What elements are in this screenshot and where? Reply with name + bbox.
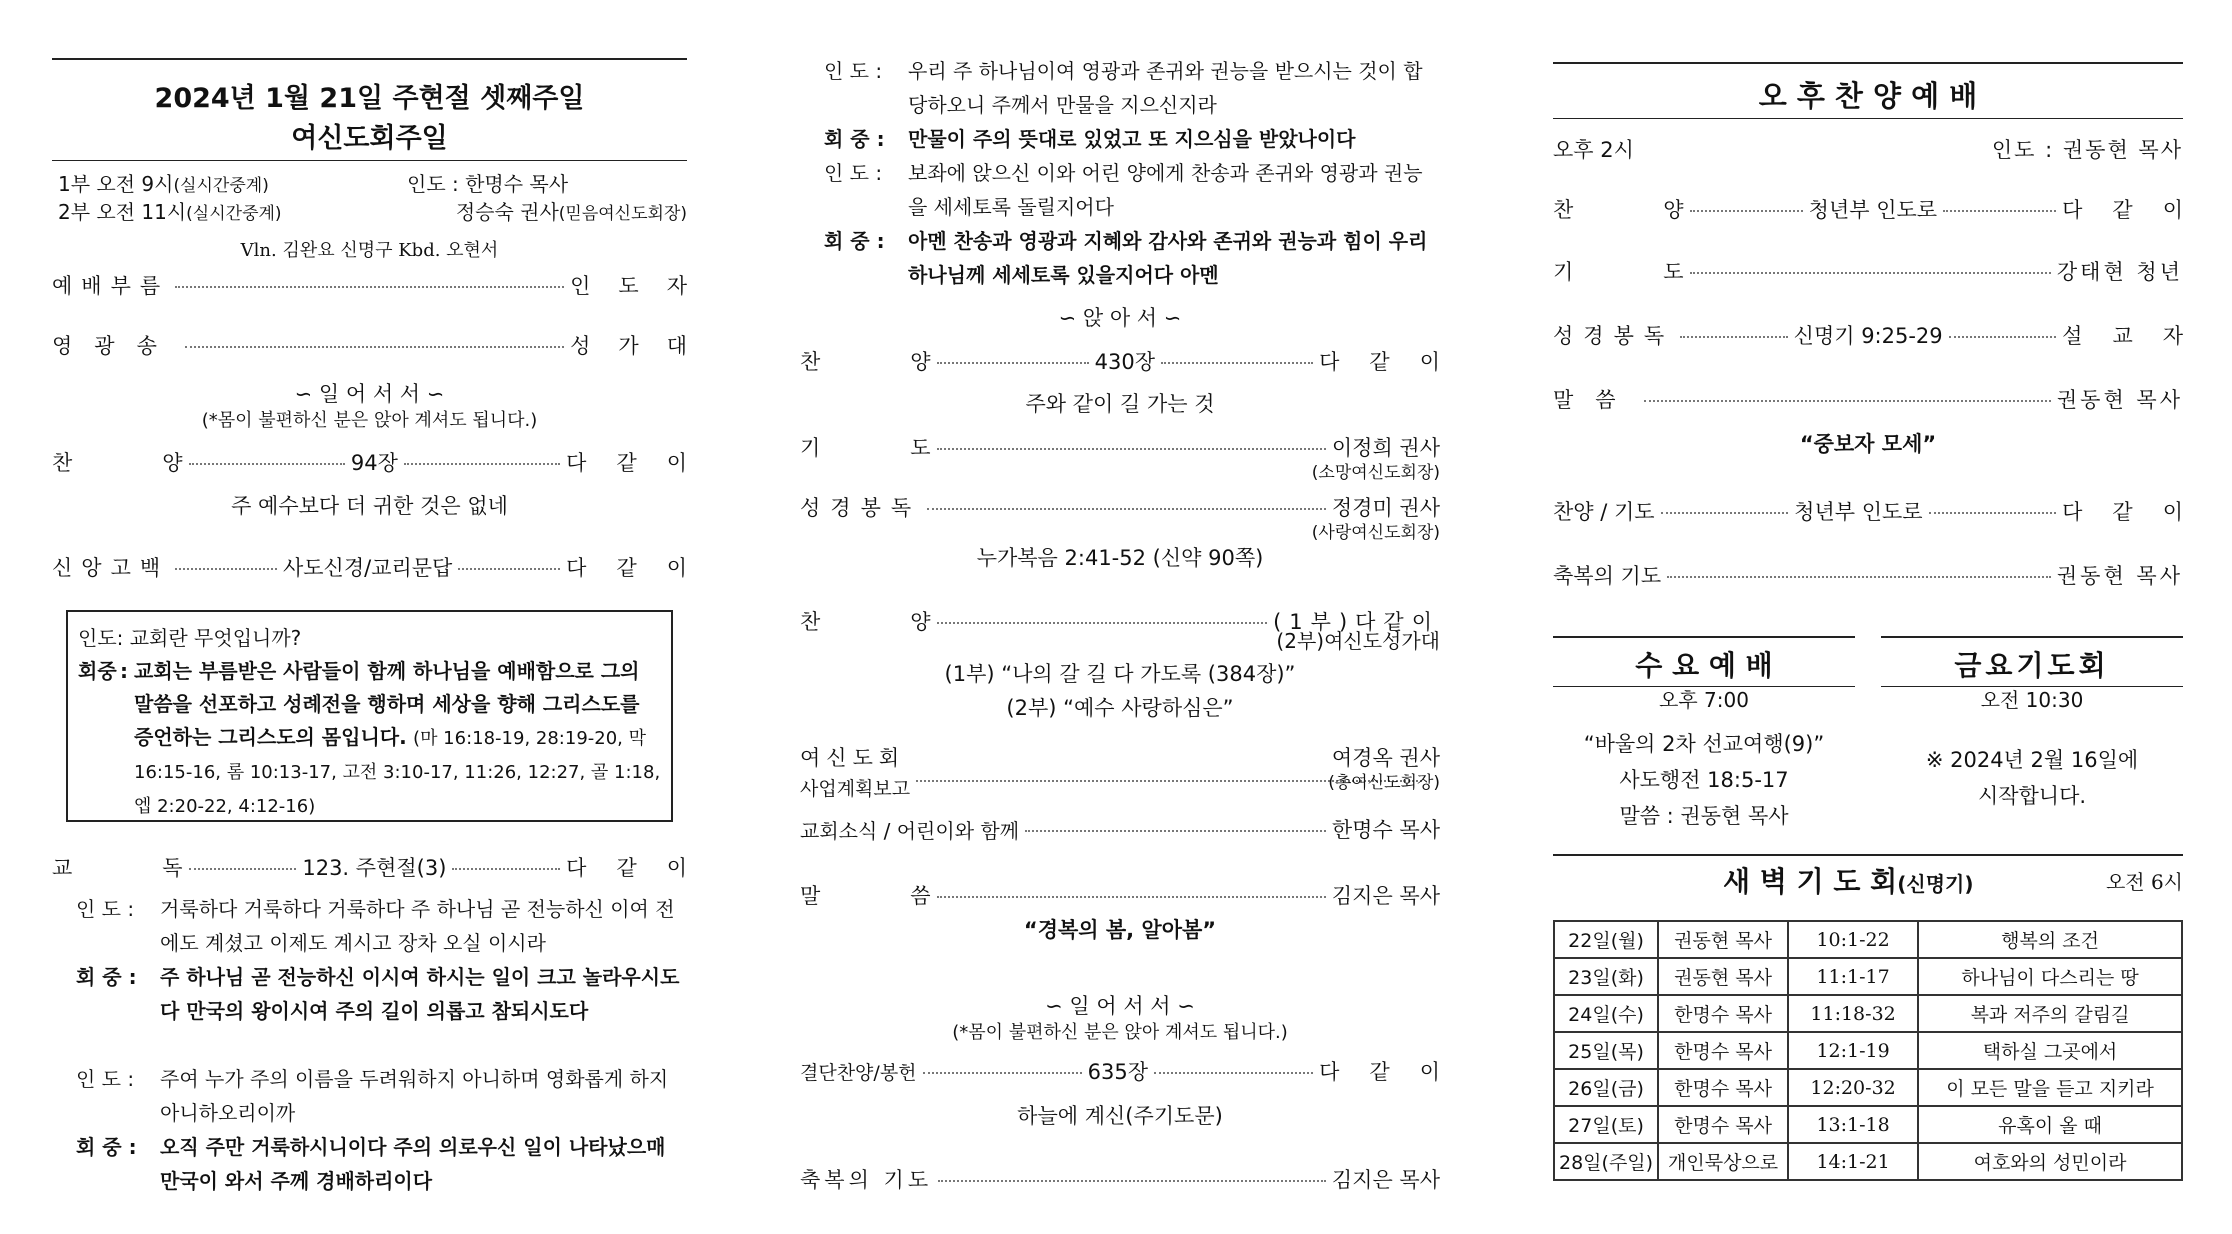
service2-note: (실시간중계) bbox=[186, 204, 282, 224]
closing-title: 하늘에 계신(주기도문) bbox=[1017, 1104, 1223, 1128]
order-creed bbox=[52, 552, 718, 582]
leader-dots bbox=[1661, 512, 1789, 514]
fri-title: 금요기도회 bbox=[1954, 649, 2110, 682]
row-right: 정경미 권사 bbox=[1331, 496, 1440, 520]
bulletin-subtitle: 여신도회주일 bbox=[291, 123, 448, 154]
row-right: 다같이 bbox=[2062, 198, 2213, 222]
standing2-heading: ∽ 일 어 서 서 ∽ bbox=[1045, 994, 1195, 1018]
title-rule bbox=[52, 160, 687, 161]
row-right: 김지은 목사 bbox=[1331, 884, 1440, 908]
leader-dots bbox=[1644, 400, 2051, 402]
leader-dots bbox=[175, 568, 277, 570]
row-label: 성경봉독 bbox=[800, 496, 922, 520]
row-label: 신앙고백 bbox=[52, 556, 170, 580]
row-label: 성경봉독 bbox=[1553, 324, 1675, 348]
service2-time: 2부 오전 11시 bbox=[58, 200, 187, 224]
litany-leader-4 bbox=[824, 156, 1440, 224]
service2-leader bbox=[456, 196, 687, 225]
wed-rule bbox=[1553, 636, 1855, 638]
leader-dots bbox=[1690, 210, 1803, 212]
title-rule bbox=[1553, 118, 2183, 119]
row-right: 강태현 청년 bbox=[2056, 260, 2183, 284]
speaker: 회 중 : bbox=[76, 965, 137, 989]
row-mid: 사도신경/교리문답 bbox=[282, 556, 453, 580]
row-label: 말씀 bbox=[1553, 388, 1638, 412]
dawn-title-text: 새 벽 기 도 회 bbox=[1723, 865, 1898, 898]
column-other-services bbox=[1553, 0, 2214, 1234]
schedule-leader: 한명수 목사 bbox=[1658, 995, 1788, 1032]
top-rule bbox=[1553, 62, 2183, 64]
row-label: 교독 bbox=[52, 856, 273, 880]
dawn-schedule-table bbox=[1553, 920, 2183, 1181]
afternoon-leader: 인도 : 권동현 목사 bbox=[1991, 138, 2183, 162]
reading-text: 누가복음 2:41-52 (신약 90쪽) bbox=[976, 546, 1264, 570]
schedule-passage: 12:20-32 bbox=[1788, 1069, 1918, 1106]
catechism-box bbox=[66, 610, 673, 822]
litany-congregation-1 bbox=[76, 960, 687, 1028]
standing2-note: (*몸이 불편하신 분은 앉아 계셔도 됩니다.) bbox=[952, 1022, 1288, 1043]
litany-leader-1 bbox=[76, 892, 687, 960]
row-mid: 123. 주현절(3) bbox=[302, 856, 447, 880]
speaker: 회 중 : bbox=[76, 1135, 137, 1159]
speaker: 회 중 : bbox=[824, 127, 885, 151]
schedule-passage: 10:1-22 bbox=[1788, 921, 1918, 958]
row-label: 말씀 bbox=[800, 884, 1021, 908]
table-row bbox=[1554, 1069, 2182, 1106]
schedule-leader: 권동현 목사 bbox=[1658, 958, 1788, 995]
row-mid: 청년부 인도로 bbox=[1794, 500, 1923, 524]
row-mid: 청년부 인도로 bbox=[1808, 198, 1938, 222]
row-label: 축복의 기도 bbox=[1553, 564, 1662, 588]
afternoon-benediction bbox=[1553, 560, 2183, 590]
litany-text: 만물이 주의 뜻대로 있었고 또 지으심을 받았나이다 bbox=[908, 127, 1356, 151]
row-label: 찬양 bbox=[52, 451, 273, 475]
fri-note-2: 시작합니다. bbox=[1977, 784, 2087, 808]
afternoon-hymn bbox=[1553, 194, 2213, 224]
row-right: 다같이 bbox=[566, 856, 718, 880]
order-hymn bbox=[52, 447, 718, 477]
leader-dots bbox=[1949, 336, 2057, 338]
afternoon-sermon-title: “중보자 모세” bbox=[1799, 432, 1937, 456]
speaker: 인 도 : bbox=[824, 59, 883, 83]
wed-title: 수 요 예 배 bbox=[1635, 649, 1773, 682]
order-sermon bbox=[800, 880, 1440, 910]
bulletin-title: 2024년 1월 21일 주현절 셋째주일 bbox=[154, 83, 585, 114]
anthem-right-2: (2부)여신도성가대 bbox=[1276, 629, 1440, 653]
hymn2-title: 주와 같이 길 가는 것 bbox=[1025, 392, 1215, 416]
litany-text: 거룩하다 거룩하다 거룩하다 주 하나님 곧 전능하신 이여 전에도 계셨고 이제도 계시고 장차 오실 이시라 bbox=[160, 897, 675, 955]
row-label: 교회소식 / 어린이와 함께 bbox=[800, 818, 1020, 843]
sermon-title: “경복의 봄, 알아봄” bbox=[1023, 918, 1217, 942]
row-mid: 430장 bbox=[1094, 350, 1156, 374]
row-mid: 94장 bbox=[350, 451, 398, 475]
row-label: 기도 bbox=[800, 436, 1021, 460]
fri-rule bbox=[1881, 636, 2183, 638]
litany-leader-3 bbox=[824, 54, 1440, 122]
dawn-rule bbox=[1553, 854, 2183, 856]
speaker: 인 도 : bbox=[76, 897, 135, 921]
table-row bbox=[1554, 1143, 2182, 1180]
row-right: 다같이 bbox=[2062, 500, 2213, 524]
wed-time: 오후 7:00 bbox=[1659, 688, 1749, 712]
litany-text: 오직 주만 거룩하시니이다 주의 의로우신 일이 나타났으매 만국이 와서 주께 경배하리이다 bbox=[160, 1135, 666, 1193]
standing-heading: ∽ 일 어 서 서 ∽ bbox=[294, 382, 445, 406]
schedule-passage: 11:18-32 bbox=[1788, 995, 1918, 1032]
table-row bbox=[1554, 921, 2182, 958]
service1-info bbox=[58, 168, 269, 197]
schedule-leader: 개인묵상으로 bbox=[1658, 1143, 1788, 1180]
row-label: 찬양 bbox=[1553, 198, 1774, 222]
order-call-to-worship bbox=[52, 270, 715, 300]
order-responsive-reading bbox=[52, 852, 718, 882]
answer-references: (마 16:18-19, 28:19-20, 막 16:15-16, 롬 10:13-17, 고전 3:10-17, 11:26, 12:27, 골 1:18, 엡 2:20-22, 4:12-16) bbox=[134, 728, 661, 817]
row-right: 설교자 bbox=[2062, 324, 2214, 348]
leader-dots bbox=[189, 463, 345, 465]
schedule-date: 25일(목) bbox=[1554, 1032, 1658, 1069]
leader-dots bbox=[937, 622, 1268, 624]
schedule-passage: 11:1-17 bbox=[1788, 958, 1918, 995]
row-right: 다같이 bbox=[566, 451, 718, 475]
schedule-title: 복과 저주의 갈림길 bbox=[1918, 995, 2182, 1032]
afternoon-time: 오후 2시 bbox=[1553, 138, 1634, 162]
dawn-title-sub: (신명기) bbox=[1897, 872, 1974, 896]
litany-text: 우리 주 하나님이여 영광과 존귀와 권능을 받으시는 것이 합당하오니 주께서 만물을 지으신지라 bbox=[908, 59, 1423, 117]
leader-dots bbox=[458, 568, 560, 570]
row-right: 한명수 목사 bbox=[1331, 818, 1440, 842]
row-right: 인도자 bbox=[570, 274, 715, 298]
afternoon-prayer bbox=[1553, 256, 2183, 286]
question-text: : 교회란 무엇입니까? bbox=[116, 626, 302, 650]
schedule-leader: 권동현 목사 bbox=[1658, 921, 1788, 958]
speaker: 인 도 : bbox=[76, 1067, 135, 1091]
service2-info bbox=[58, 196, 282, 225]
row-right: 권동현 목사 bbox=[2056, 564, 2183, 588]
schedule-passage: 12:1-19 bbox=[1788, 1032, 1918, 1069]
speaker: 인도 bbox=[78, 626, 117, 650]
row-right: 권동현 목사 bbox=[2056, 388, 2183, 412]
leader-dots bbox=[1690, 272, 2051, 274]
row-right: 다같이 bbox=[1319, 1060, 1471, 1084]
fri-note-1: ※ 2024년 2월 16일에 bbox=[1925, 748, 2139, 772]
schedule-leader: 한명수 목사 bbox=[1658, 1032, 1788, 1069]
schedule-title: 하나님이 다스리는 땅 bbox=[1918, 958, 2182, 995]
row-label: 사업계획보고 bbox=[800, 778, 911, 800]
reading-note: (사랑여신도회장) bbox=[1311, 523, 1440, 543]
order-benediction bbox=[800, 1164, 1440, 1194]
service1-time: 1부 오전 9시 bbox=[58, 172, 174, 196]
leader-dots bbox=[1680, 336, 1788, 338]
answer-text: 교회는 부름받은 사람들이 함께 하나님을 예배함으로 그의 말씀을 선포하고 성례전을 행하며 세상을 향해 그리스도를 증언하는 그리스도의 몸입니다. bbox=[134, 659, 640, 749]
leader-dots bbox=[937, 448, 1326, 450]
wed-sermon-title: “바울의 2차 선교여행(9)” bbox=[1583, 732, 1825, 756]
schedule-title: 여호와의 성민이라 bbox=[1918, 1143, 2182, 1180]
row-mid: 635장 bbox=[1087, 1060, 1149, 1084]
order-closing-hymn bbox=[800, 1056, 1471, 1086]
row-label: 찬양 bbox=[800, 610, 1021, 634]
service1-note: (실시간중계) bbox=[173, 176, 269, 196]
dawn-title bbox=[1723, 860, 1973, 900]
wed-preacher: 말씀 : 권동현 목사 bbox=[1619, 804, 1789, 828]
row-label: 찬양 bbox=[800, 350, 1021, 374]
afternoon-title: 오 후 찬 양 예 배 bbox=[1758, 79, 1978, 113]
speaker: 인 도 : bbox=[824, 161, 883, 185]
schedule-leader: 한명수 목사 bbox=[1658, 1106, 1788, 1143]
leader-dots bbox=[452, 868, 560, 870]
leader-dots bbox=[927, 508, 1326, 510]
row-label: 축복의 기도 bbox=[800, 1168, 933, 1192]
musicians: Vln. 김완요 신명구 Kbd. 오현서 bbox=[240, 240, 499, 261]
anthem-title-2: (2부) “예수 사랑하심은” bbox=[1006, 696, 1234, 720]
plan-right: 여경옥 권사 bbox=[1331, 746, 1440, 770]
service2-leader-note: (믿음여신도회장) bbox=[558, 204, 687, 224]
schedule-date: 27일(토) bbox=[1554, 1106, 1658, 1143]
standing-note: (*몸이 불편하신 분은 앉아 계셔도 됩니다.) bbox=[201, 410, 538, 431]
column-morning-service bbox=[52, 0, 718, 1234]
schedule-date: 22일(월) bbox=[1554, 921, 1658, 958]
order-hymn-2 bbox=[800, 346, 1470, 376]
leader-dots bbox=[1025, 830, 1326, 832]
leader-dots bbox=[1667, 576, 2051, 578]
row-label: 찬양 / 기도 bbox=[1553, 500, 1655, 524]
catechism-answer: 회중 : 교회는 부름받은 사람들이 함께 하나님을 예배함으로 그의 말씀을 선포하고 성례전을 행하며 세상을 향해 그리스도를 증언하는 그리스도의 몸입니다. (마 16:18-19, 28:19-20, 막 16:15-16, 롬 10:13-17, 고전 3:10-17, 11:26, 12:27, 골 1:18, 엡 2:20-22, 4:12-16) bbox=[78, 655, 661, 823]
leader-dots bbox=[189, 868, 297, 870]
schedule-title: 택하실 그곳에서 bbox=[1918, 1032, 2182, 1069]
schedule-date: 28일(주일) bbox=[1554, 1143, 1658, 1180]
row-right: 다같이 bbox=[1319, 350, 1470, 374]
afternoon-hymn-prayer bbox=[1553, 496, 2213, 526]
leader-dots bbox=[404, 463, 560, 465]
service2-leader-name: 정승숙 권사 bbox=[455, 200, 559, 224]
leader-dots bbox=[937, 362, 1089, 364]
table-row bbox=[1554, 1106, 2182, 1143]
leader-dots bbox=[185, 346, 564, 348]
litany-text: 보좌에 앉으신 이와 어린 양에게 찬송과 존귀와 영광과 권능을 세세토록 돌릴지어다 bbox=[908, 161, 1423, 219]
leader-dots bbox=[175, 286, 564, 288]
leader-dots bbox=[1943, 210, 2056, 212]
sitting-heading: ∽ 앉 아 서 ∽ bbox=[1058, 306, 1182, 330]
litany-text: 아멘 찬송과 영광과 지혜와 감사와 존귀와 권능과 힘이 우리 하나님께 세세토록 있을지어다 아멘 bbox=[908, 229, 1428, 287]
row-label: 영광송 bbox=[52, 334, 179, 358]
row-right: 성가대 bbox=[570, 334, 715, 358]
litany-leader-2 bbox=[76, 1062, 687, 1130]
litany-congregation-2 bbox=[76, 1130, 687, 1198]
plan-note: (총여신도회장) bbox=[1328, 773, 1440, 793]
leader-dots bbox=[1929, 512, 2057, 514]
row-mid: 신명기 9:25-29 bbox=[1793, 324, 1943, 348]
catechism-question bbox=[78, 622, 661, 655]
service1-leader: 인도 : 한명수 목사 bbox=[407, 172, 569, 196]
leader-dots bbox=[1161, 362, 1313, 364]
row-label: 예배부름 bbox=[52, 274, 170, 298]
table-row bbox=[1554, 1032, 2182, 1069]
order-gloria bbox=[52, 330, 715, 360]
row-right: 이정희 권사 bbox=[1331, 436, 1440, 460]
litany-congregation-4 bbox=[824, 224, 1440, 292]
afternoon-sermon bbox=[1553, 384, 2183, 414]
schedule-leader: 한명수 목사 bbox=[1658, 1069, 1788, 1106]
leader-dots bbox=[923, 1072, 1082, 1074]
leader-dots bbox=[1154, 1072, 1313, 1074]
schedule-date: 24일(수) bbox=[1554, 995, 1658, 1032]
hymn-title: 주 예수보다 더 귀한 것은 없네 bbox=[231, 494, 508, 518]
schedule-title: 이 모든 말을 듣고 지키라 bbox=[1918, 1069, 2182, 1106]
schedule-passage: 13:1-18 bbox=[1788, 1106, 1918, 1143]
row-label: 결단찬양/봉헌 bbox=[800, 1061, 917, 1084]
speaker: 회 중 : bbox=[824, 229, 885, 253]
litany-congregation-3 bbox=[824, 122, 1440, 156]
schedule-title: 유혹이 올 때 bbox=[1918, 1106, 2182, 1143]
fri-time: 오전 10:30 bbox=[1980, 688, 2084, 712]
row-right: 김지은 목사 bbox=[1331, 1168, 1440, 1192]
table-row bbox=[1554, 995, 2182, 1032]
plan-label-1: 여신도회 bbox=[800, 746, 906, 770]
wed-scripture: 사도행전 18:5-17 bbox=[1619, 768, 1789, 792]
litany-text: 주여 누가 주의 이름을 두려워하지 아니하며 영화롭게 하지 아니하오리이까 bbox=[160, 1067, 669, 1125]
prayer-note: (소망여신도회장) bbox=[1311, 463, 1440, 483]
afternoon-scripture bbox=[1553, 320, 2214, 350]
leader-dots bbox=[937, 896, 1326, 898]
schedule-date: 26일(금) bbox=[1554, 1069, 1658, 1106]
litany-text: 주 하나님 곧 전능하신 이시여 하시는 일이 크고 놀라우시도다 만국의 왕이시여 주의 길이 의롭고 참되시도다 bbox=[160, 965, 680, 1023]
schedule-title: 행복의 조건 bbox=[1918, 921, 2182, 958]
dawn-time: 오전 6시 bbox=[2105, 870, 2183, 894]
schedule-date: 23일(화) bbox=[1554, 958, 1658, 995]
leader-dots bbox=[938, 1180, 1326, 1182]
row-right: 다같이 bbox=[566, 556, 718, 580]
top-rule bbox=[52, 58, 687, 60]
column-order-continued bbox=[800, 0, 1471, 1234]
order-news bbox=[800, 814, 1440, 844]
row-right: (1부)다같이 bbox=[1273, 610, 1440, 634]
schedule-passage: 14:1-21 bbox=[1788, 1143, 1918, 1180]
row-label: 기도 bbox=[1553, 260, 1774, 284]
table-row bbox=[1554, 958, 2182, 995]
anthem-title-1: (1부) “나의 갈 길 다 가도록 (384장)” bbox=[944, 662, 1296, 686]
speaker: 회중 bbox=[78, 659, 117, 683]
